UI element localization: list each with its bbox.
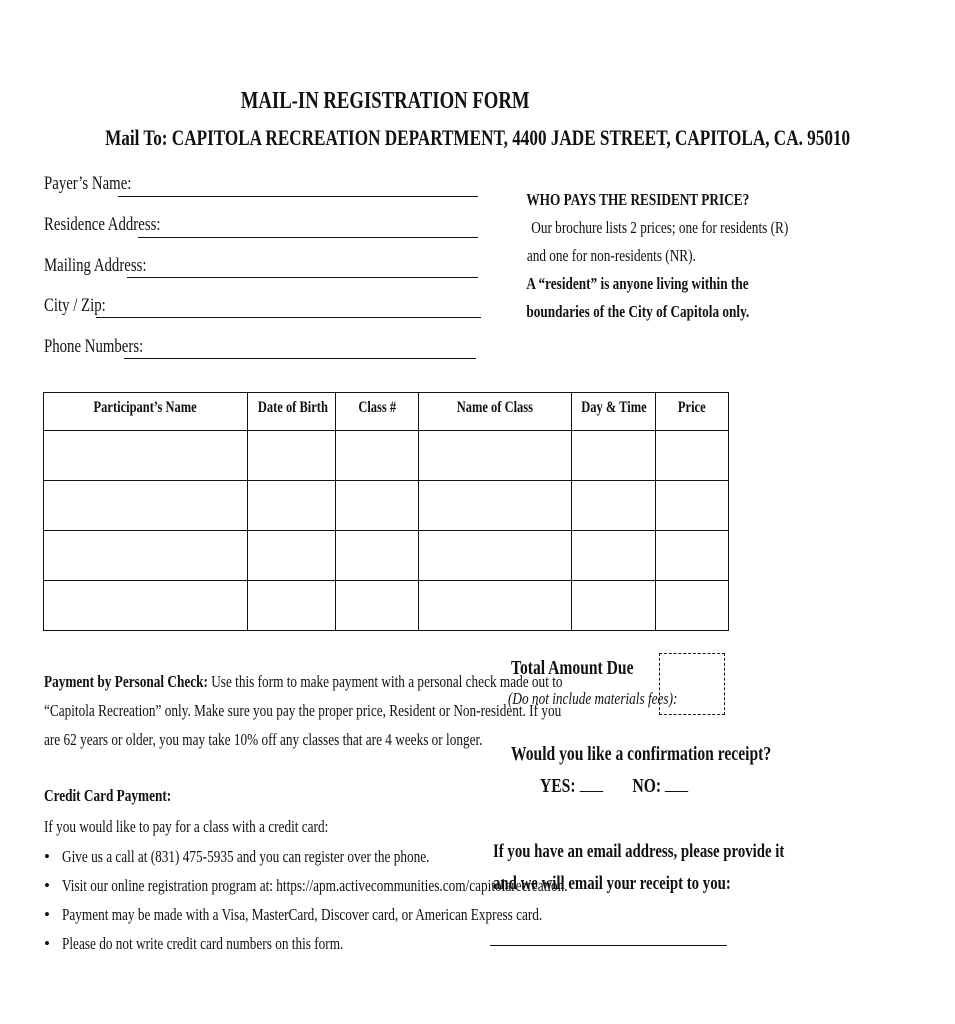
resident-definition-line: A “resident” is anyone living within the bbox=[526, 274, 749, 293]
mail-to-address: Mail To: CAPITOLA RECREATION DEPARTMENT, 4400 JADE STREET, CAPITOLA, CA. 95010 bbox=[105, 125, 851, 150]
personal-check-text: are 62 years or older, you may take 10% off any classes that are 4 weeks or longer. bbox=[44, 730, 483, 749]
form-title: MAIL-IN REGISTRATION FORM bbox=[240, 88, 530, 114]
mailing-address-field[interactable] bbox=[127, 277, 478, 278]
table-cell[interactable] bbox=[44, 581, 248, 631]
total-amount-note: (Do not include materials fees): bbox=[508, 689, 678, 708]
payer-name-field[interactable] bbox=[118, 196, 478, 197]
email-address-field[interactable] bbox=[490, 945, 727, 946]
credit-card-payment-title: Credit Card Payment: bbox=[44, 786, 172, 805]
resident-info-line: Our brochure lists 2 prices; one for residents (R) bbox=[531, 218, 789, 237]
column-header-name-of-class: Name of Class bbox=[419, 393, 572, 431]
table-cell[interactable] bbox=[44, 531, 248, 581]
total-amount-label: Total Amount Due bbox=[511, 657, 634, 679]
table-cell[interactable] bbox=[336, 481, 419, 531]
list-item: • Visit our online registration program at: https://apm.activecommunities.com/capitolarecreation. bbox=[44, 876, 568, 895]
table-cell[interactable] bbox=[656, 431, 729, 481]
phone-numbers-field[interactable] bbox=[124, 358, 476, 359]
table-cell[interactable] bbox=[572, 581, 656, 631]
table-cell[interactable] bbox=[572, 431, 656, 481]
no-field[interactable] bbox=[665, 777, 688, 792]
column-header-date-of-birth: Date of Birth bbox=[248, 393, 336, 431]
table-cell[interactable] bbox=[656, 481, 729, 531]
class-registration-table bbox=[43, 392, 729, 631]
total-amount-field[interactable] bbox=[659, 653, 725, 715]
table-cell[interactable] bbox=[248, 431, 336, 481]
personal-check-text: Use this form to make payment with a personal check made out to bbox=[207, 672, 563, 691]
table-row bbox=[44, 581, 729, 631]
column-header-price: Price bbox=[656, 393, 729, 431]
table-cell[interactable] bbox=[336, 581, 419, 631]
yes-label: YES: bbox=[540, 775, 576, 797]
personal-check-label: Payment by Personal Check: bbox=[44, 672, 208, 691]
table-cell[interactable] bbox=[572, 481, 656, 531]
list-item: • Give us a call at (831) 475-5935 and you can register over the phone. bbox=[44, 847, 430, 866]
resident-price-info bbox=[495, 186, 789, 326]
table-cell[interactable] bbox=[336, 531, 419, 581]
table-header-row bbox=[44, 393, 729, 431]
residence-address-field[interactable] bbox=[138, 237, 478, 238]
table-row bbox=[44, 531, 729, 581]
confirmation-receipt-question: Would you like a confirmation receipt? bbox=[511, 743, 772, 765]
bullet-icon: • bbox=[44, 876, 50, 895]
city-zip-field[interactable] bbox=[96, 317, 481, 318]
table-cell[interactable] bbox=[248, 531, 336, 581]
no-label: NO: bbox=[632, 775, 662, 797]
resident-info-heading: WHO PAYS THE RESIDENT PRICE? bbox=[526, 190, 750, 209]
resident-definition-line: boundaries of the City of Capitola only. bbox=[526, 302, 750, 321]
list-item: • Payment may be made with a Visa, MasterCard, Discover card, or American Express card. bbox=[44, 905, 543, 924]
table-row bbox=[44, 481, 729, 531]
phone-numbers-label: Phone Numbers: bbox=[44, 336, 144, 357]
table-row bbox=[44, 431, 729, 481]
table-cell[interactable] bbox=[419, 431, 572, 481]
table-cell[interactable] bbox=[419, 531, 572, 581]
table-cell[interactable] bbox=[44, 431, 248, 481]
credit-card-intro: If you would like to pay for a class with a credit card: bbox=[44, 817, 329, 836]
city-zip-label: City / Zip: bbox=[44, 295, 106, 316]
column-header-participant-name: Participant’s Name bbox=[44, 393, 248, 431]
residence-address-label: Residence Address: bbox=[44, 214, 161, 235]
table-cell[interactable] bbox=[419, 581, 572, 631]
table-cell[interactable] bbox=[656, 531, 729, 581]
table-cell[interactable] bbox=[336, 431, 419, 481]
table-cell[interactable] bbox=[419, 481, 572, 531]
list-item: • Please do not write credit card numbers on this form. bbox=[44, 934, 344, 953]
confirmation-options bbox=[540, 775, 730, 798]
table-cell[interactable] bbox=[44, 481, 248, 531]
personal-check-instructions bbox=[44, 667, 563, 754]
mailing-address-label: Mailing Address: bbox=[44, 255, 147, 276]
bullet-icon: • bbox=[44, 905, 50, 924]
resident-info-line: and one for non-residents (NR). bbox=[526, 246, 696, 265]
bullet-icon: • bbox=[44, 934, 50, 953]
yes-field[interactable] bbox=[579, 777, 602, 792]
table-cell[interactable] bbox=[248, 581, 336, 631]
email-instructions: If you have an email address, please provide it and we will email your receipt to you: bbox=[493, 841, 785, 894]
table-cell[interactable] bbox=[572, 531, 656, 581]
table-cell[interactable] bbox=[656, 581, 729, 631]
column-header-class-number: Class # bbox=[336, 393, 419, 431]
payer-name-label: Payer’s Name: bbox=[44, 173, 132, 194]
column-header-day-time: Day & Time bbox=[572, 393, 656, 431]
personal-check-text: “Capitola Recreation” only. Make sure you pay the proper price, Resident or Non-resident. If you bbox=[44, 701, 562, 720]
table-cell[interactable] bbox=[248, 481, 336, 531]
bullet-icon: • bbox=[44, 847, 50, 866]
